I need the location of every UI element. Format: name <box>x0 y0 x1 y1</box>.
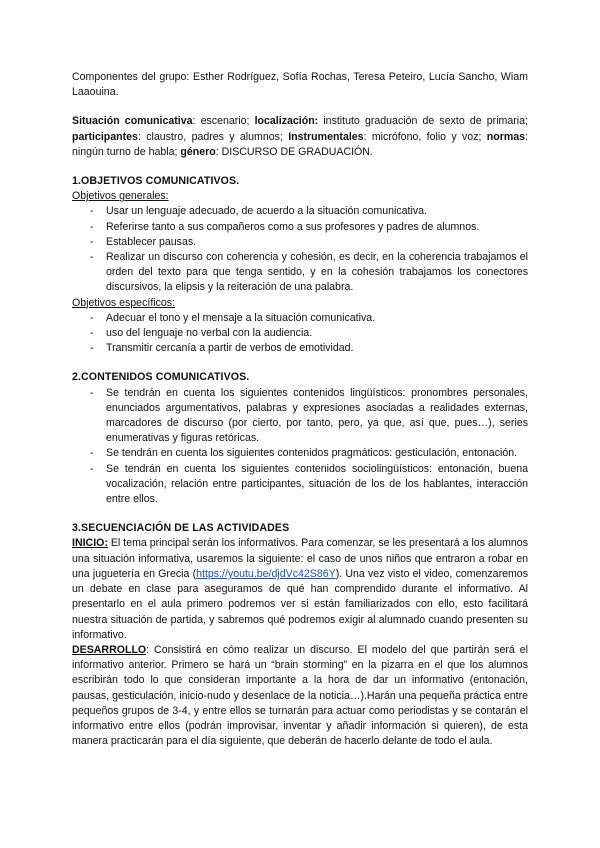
general-objectives-heading: Objetivos generales: <box>72 190 169 203</box>
section-3-title: 3.SECUENCIACIÓN DE LAS ACTIVIDADES <box>72 522 290 535</box>
list-item: - Transmitir cercanía a partir de verbos de emotividad. <box>72 341 528 356</box>
label-localizacion: localización: <box>254 115 319 128</box>
inicio-label: INICIO: <box>72 537 108 550</box>
inicio-text-b: ). Una vez visto el video, comenzaremos un debate en clase para aseguramos de qué han comprendido durante el informativo. Al presentarlo en el aula primero podremos ver si están familiarizados con ello, esto facilitará nuestra situación de partida, y sabremos qué podremos exigir al alumnado cuando presenten su informativo. <box>72 567 528 641</box>
label-normas: normas <box>486 130 526 143</box>
general-objectives-list <box>72 204 528 295</box>
list-item: - Se tendrán en cuenta los siguientes contenidos pragmáticos: gesticulación, entonación. <box>72 446 528 461</box>
list-item: - Se tendrán en cuenta los siguientes contenidos lingüísticos: pronombres personales, enunciados argumentativos, palabras y expresiones asociadas a realidades externas, marcadores de discurso (por cierto, por tanto, pero, ya que, así que, pues…), series enumerativas y figuras retóricas. <box>72 386 528 447</box>
list-item: - Se tendrán en cuenta los siguientes contenidos sociolingüísticos: entonación, buena vocalización, relación entre participantes, situación de los de los hablantes, interacción entre ellos. <box>72 462 528 508</box>
section-2-title: 2.CONTENIDOS COMUNICATIVOS. <box>72 371 250 384</box>
list-item: - uso del lenguaje no verbal con la audiencia. <box>72 326 528 341</box>
desarrollo-label: DESARROLLO <box>72 643 147 656</box>
label-situacion: Situación comunicativa <box>72 115 193 128</box>
group-members: Componentes del grupo: Esther Rodríguez, Sofía Rochas, Teresa Peteiro, Lucía Sancho, Wiam Laaouina. <box>72 71 528 99</box>
list-item: - Realizar un discurso con coherencia y cohesión, es decir, en la coherencia trabajamos el orden del texto para que tenga sentido, y en la cohesión trabajamos los conectores discursivos, la elipsis y la reiteración de una palabra. <box>72 250 528 296</box>
situation-paragraph <box>72 114 528 160</box>
section-1-title: 1.OBJETIVOS COMUNICATIVOS. <box>72 175 240 188</box>
value-normas: : ningún turno de habla; <box>72 130 528 158</box>
value-instrumentales: : micrófono, folio y voz; <box>363 130 487 143</box>
list-item: - Establecer pausas. <box>72 235 528 250</box>
desarrollo-paragraph <box>72 643 528 749</box>
value-localizacion: instituto graduación de sexto de primaria; <box>318 115 528 128</box>
value-genero: : DISCURSO DE GRADUACIÓN. <box>215 145 373 158</box>
list-item: - Referirse tanto a sus compañeros como a sus profesores y padres de alumnos. <box>72 220 528 235</box>
label-instrumentales: Instrumentales <box>288 130 364 143</box>
video-link[interactable]: https://youtu.be/djdVc42S86Y <box>196 567 336 580</box>
inicio-paragraph <box>72 536 528 642</box>
list-item: - Adecuar el tono y el mensaje a la situación comunicativa. <box>72 311 528 326</box>
inicio-text-a: El tema principal serán los informativos. Para comenzar, se les presentará a los alumnos una situación informativa, usaremos la siguiente: el caso de unos niños que entraron a robar en una juguetería en Grecia ( <box>72 537 528 580</box>
specific-objectives-heading: Objetivos específicos: <box>72 296 176 309</box>
contents-list <box>72 386 528 508</box>
label-genero: género <box>180 145 216 158</box>
label-participantes: participantes <box>72 130 138 143</box>
specific-objectives-list <box>72 311 528 357</box>
value-participantes: : claustro, padres y alumnos; <box>137 130 289 143</box>
value-situacion: : escenario; <box>192 115 255 128</box>
list-item: - Usar un lenguaje adecuado, de acuerdo a la situación comunicativa. <box>72 204 528 219</box>
document-page <box>72 70 528 749</box>
desarrollo-text: : Consistirá en cómo realizar un discurso. El modelo del que partirán será el informativo anterior. Primero se hará un “brain storming” en la pizarra en el que los alumnos escribirán todo lo que consideran importante a la hora de dar un informativo (entonación, pausas, gesticulación, inicio-nudo y desenlace de la noticia…).Harán una pequeña práctica entre pequeños grupos de 3-4, y entre ellos se turnarán para actuar como periodistas y se contarán el informativo entre ellos (podrán improvisar, inventar y añadir información si quieren), de esta manera practicarán para el día siguiente, que deberán de hacerlo delante de todo el aula. <box>72 643 528 748</box>
